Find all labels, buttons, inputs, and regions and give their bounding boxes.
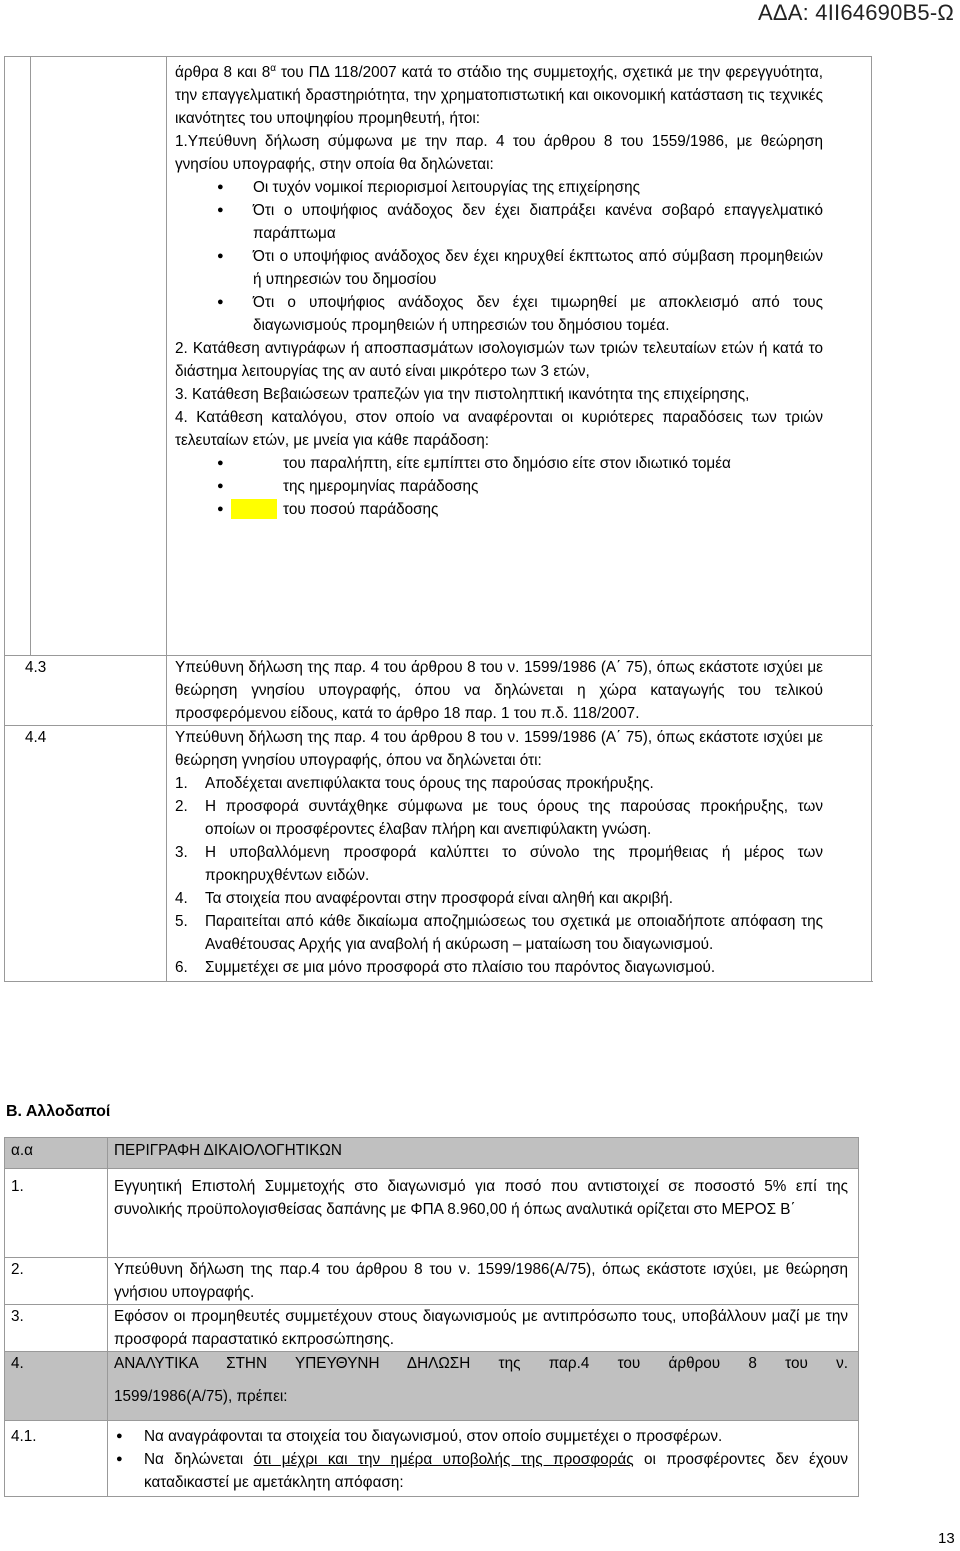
list-item: 4. Τα στοιχεία που αναφέρονται στην προσφορά είναι αληθή και ακριβή. xyxy=(175,890,674,907)
section-b-title: Β. Αλλοδαποί xyxy=(6,1103,111,1120)
list-item: 2. Η προσφορά συντάχθηκε σύμφωνα με τους όρους της παρούσας προκήρυξης, των οποίων οι προσφέροντες έλαβαν πλήρη και ανεπιφύλακτη γνώση. xyxy=(175,798,823,838)
list-item: 3. Η υποβαλλόμενη προσφορά καλύπτει το σύνολο της προμήθειας ή μέρος των προκηρυχθέντων ειδών. xyxy=(175,844,823,884)
row-number: 3. xyxy=(5,1305,108,1352)
page-number: 13 xyxy=(938,1530,955,1547)
table-row xyxy=(5,656,872,726)
row-number: 4.1. xyxy=(5,1421,108,1497)
row-text-cell xyxy=(167,726,872,982)
row-text: Εφόσον οι προμηθευτές συμμετέχουν στους διαγωνισμούς με αντιπρόσωπο τους, υποβάλλουν μαζί με την προσφορά παραστατικό εκπροσώπησης. xyxy=(108,1305,859,1352)
header-aa: α.α xyxy=(5,1138,108,1169)
list-item: 5. Παραιτείται από κάθε δικαίωμα αποζημιώσεως του σχετικά με οποιαδήποτε απόφαση της Αναθέτουσας Αρχής για αναβολή ή ακύρωση – ματαίωση του διαγωνισμού. xyxy=(175,913,823,953)
list-item: 1. Αποδέχεται ανεπιφύλακτα τους όρους της παρούσας προκήρυξης. xyxy=(175,775,654,792)
item-1: 1.Υπεύθυνη δήλωση σύμφωνα με την παρ. 4 του άρθρου 8 του 1559/1986, με θεώρηση γνησίου υπογραφής, στην οποία θα δηλώνεται: xyxy=(175,133,823,174)
row-text-cell xyxy=(108,1352,859,1421)
table-row xyxy=(5,726,872,982)
sub-bullet-item: ● της ημερομηνίας παράδοσης xyxy=(175,475,823,498)
sub-bullet-item: ● του ποσού παράδοσης xyxy=(175,498,823,521)
empty-cell xyxy=(31,57,167,656)
row-number: 4.4 xyxy=(5,726,167,982)
row-number: 2. xyxy=(5,1258,108,1305)
sub-bullet-item: ● του παραλήπτη, είτε εμπίπτει στο δημόσιο είτε στον ιδιωτικό τομέα xyxy=(175,452,823,475)
bullet-item: ● Ότι ο υποψήφιος ανάδοχος δεν έχει διαπράξει κανένα σοβαρό επαγγελματικό παράπτωμα xyxy=(175,199,823,245)
item-3: 3. Κατάθεση Βεβαιώσεων τραπεζών για την πιστοληπτική ικανότητα της επιχείρησης, xyxy=(175,386,750,404)
table-row xyxy=(5,1169,859,1258)
highlight-mark xyxy=(231,499,277,519)
list-item: 6. Συμμετέχει σε μια μόνο προσφορά στο πλαίσιο του παρόντος διαγωνισμού. xyxy=(175,959,716,976)
ada-code: ΑΔΑ: 4ΙΙ64690Β5-Ω xyxy=(758,0,954,25)
intro-paragraph: άρθρα 8 και $8^\alpha$ του ΠΔ 118/2007 κατά το στάδιο της συμμετοχής, σχετικά με την φερεγγυότητα, την επαγγελματική δραστηριότητα, την χρηματοπιστωτική και οικονομική κατάσταση τις τεχνικές ικανότητες του υποψηφίου προμηθευτή, ήτοι: xyxy=(175,63,823,128)
empty-cell xyxy=(5,57,31,656)
row-text: ΑΝΑΛΥΤΙΚΑ ΣΤΗΝ ΥΠΕΥΘΥΝΗ ΔΗΛΩΣΗ της παρ.4 του άρθρου 8 του ν. xyxy=(114,1355,848,1372)
row-number: 1. xyxy=(5,1169,108,1258)
bullet-item: ● Ότι ο υποψήφιος ανάδοχος δεν έχει τιμωρηθεί με αποκλεισμό από τους διαγωνισμούς προμηθειών ή υπηρεσιών του δημόσιου τομέα. xyxy=(175,291,823,337)
requirements-table xyxy=(4,56,872,982)
row-number: 4.3 xyxy=(5,656,167,726)
table-header-row xyxy=(5,1138,859,1169)
item-4: 4. Κατάθεση καταλόγου, στον οποίο να αναφέρονται οι κυριότερες παραδόσεις των τριών τελευταίων ετών, με μνεία για κάθε παράδοση: xyxy=(175,409,823,450)
bullet-item: ● Να αναγράφονται τα στοιχεία του διαγωνισμού, στον οποίο συμμετέχει ο προσφέρων. xyxy=(114,1425,848,1448)
item-2: 2. Κατάθεση αντιγράφων ή αποσπασμάτων ισολογισμών των τριών τελευταίων ετών ή κατά το διάστημα λειτουργίας της αν αυτό είναι μικρότερο των 3 ετών, xyxy=(175,340,823,381)
details-cell xyxy=(167,57,872,656)
row-text: Εγγυητική Επιστολή Συμμετοχής στο διαγωνισμό για ποσό που αντιστοιχεί σε ποσοστό 5% επί της συνολικής προϋπολογισθείσας δαπάνης με ΦΠΑ 8.960,00 ή όπως αναλυτικά ορίζεται στο ΜΕΡΟΣ Β΄ xyxy=(108,1169,859,1258)
foreign-requirements-table xyxy=(4,1137,859,1497)
table-row xyxy=(5,1305,859,1352)
bullet-item: ● Να δηλώνεται ότι μέχρι και την ημέρα υποβολής της προσφοράς οι προσφέροντες δεν έχουν καταδικαστεί με αμετάκλητη απόφαση: xyxy=(114,1448,848,1494)
table-row xyxy=(5,1421,859,1497)
row-text: Υπεύθυνη δήλωση της παρ.4 του άρθρου 8 του ν. 1599/1986(Α/75), όπως εκάστοτε ισχύει, με θεώρηση γνήσιου υπογραφής. xyxy=(108,1258,859,1305)
table-row xyxy=(5,1352,859,1421)
row-number: 4. xyxy=(5,1352,108,1421)
row-text: Υπεύθυνη δήλωση της παρ. 4 του άρθρου 8 του ν. 1599/1986 (Α΄ 75), όπως εκάστοτε ισχύει με θεώρηση γνησίου υπογραφής, όπου να δηλώνεται η χώρα καταγωγής του τελικού προσφερόμενου είδους, κατά το άρθρο 18 παρ. 1 του π.δ. 118/2007. xyxy=(167,656,872,726)
table-row xyxy=(5,1258,859,1305)
row-text-cell xyxy=(108,1421,859,1497)
row-text: Υπεύθυνη δήλωση της παρ. 4 του άρθρου 8 του ν. 1599/1986 (Α΄ 75), όπως εκάστοτε ισχύει με θεώρηση γνησίου υπογραφής, όπου να δηλώνεται ότι: xyxy=(175,729,823,769)
bullet-item: ● Οι τυχόν νομικοί περιορισμοί λειτουργίας της επιχείρησης xyxy=(175,176,823,199)
header-description: ΠΕΡΙΓΡΑΦΗ ΔΙΚΑΙΟΛΟΓΗΤΙΚΩΝ xyxy=(108,1138,859,1169)
table-row xyxy=(5,57,872,656)
bullet-item: ● Ότι ο υποψήφιος ανάδοχος δεν έχει κηρυχθεί έκπτωτος από σύμβαση προμηθειών ή υπηρεσιών του δημοσίου xyxy=(175,245,823,291)
row-text-cont: 1599/1986(Α/75), πρέπει: xyxy=(114,1388,288,1405)
